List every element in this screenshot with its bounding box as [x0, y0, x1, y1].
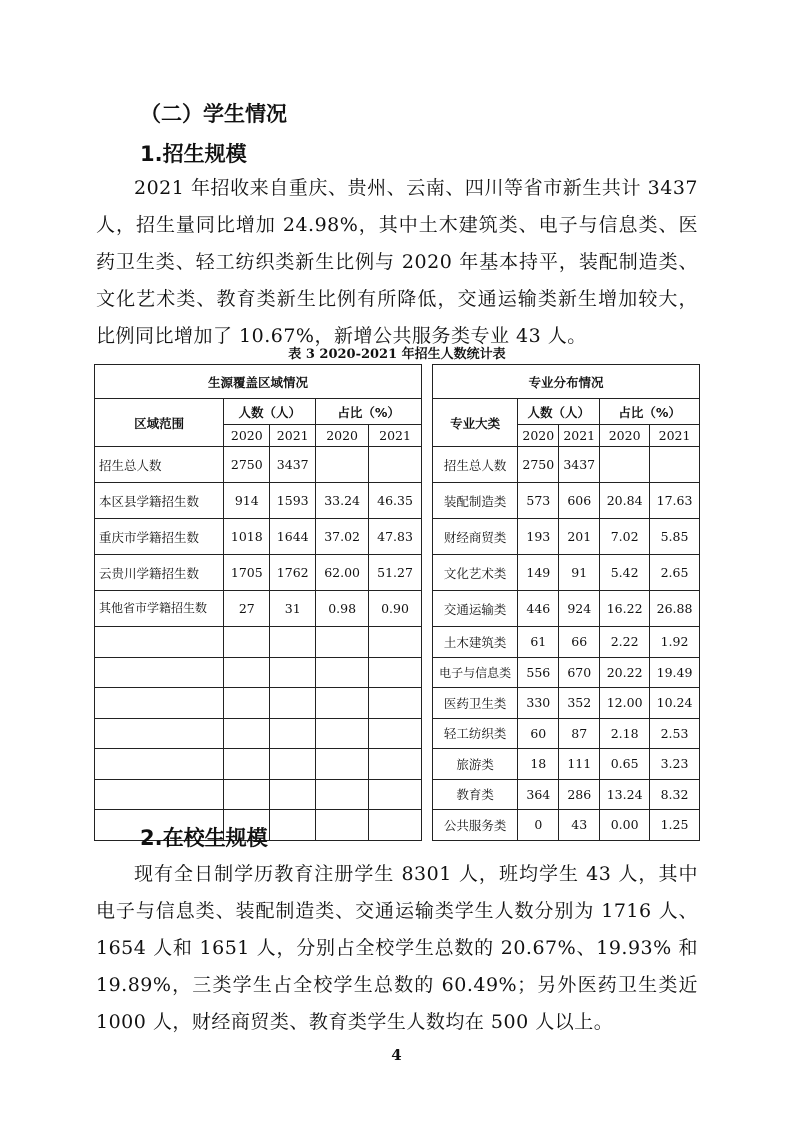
empty-row: [95, 718, 422, 749]
table-cell: 43: [559, 810, 600, 841]
table-cell: 公共服务类: [433, 810, 518, 841]
table-cell: 33.24: [316, 483, 369, 519]
table-cell: 2750: [518, 447, 559, 483]
major-table-title: 专业分布情况: [433, 365, 700, 399]
table-row: [433, 749, 700, 780]
col-header-major: 专业大类: [433, 399, 518, 447]
table-cell: 62.00: [316, 555, 369, 591]
table-cell: 1.25: [650, 810, 700, 841]
enrollment-paragraph: 2021 年招收来自重庆、贵州、云南、四川等省市新生共计 3437 人，招生量同比增加 24.98%，其中土木建筑类、电子与信息类、医药卫生类、轻工纺织类新生比例与 2020 年基本持平，装配制造类、文化艺术类、教育类新生比例有所降低，交通运输类新生增加较大，比例同比增加了 10.67%，新增公共服务类专业 43 人。: [96, 177, 698, 347]
table-cell: 0.90: [369, 591, 422, 627]
table-cell: 2.53: [650, 718, 700, 749]
table-cell: 本区县学籍招生数: [95, 483, 224, 519]
table-cell: 1593: [270, 483, 316, 519]
table-cell: 37.02: [316, 519, 369, 555]
table-row: [433, 519, 700, 555]
table-cell: 轻工纺织类: [433, 718, 518, 749]
table-cell: 3437: [559, 447, 600, 483]
table-cell: 土木建筑类: [433, 627, 518, 658]
col-header-region: 区域范围: [95, 399, 224, 447]
table-cell: 27: [224, 591, 270, 627]
table-cell: 8.32: [650, 779, 700, 810]
table-row: [433, 688, 700, 719]
table-cell: 2.22: [600, 627, 650, 658]
table-cell: 26.88: [650, 591, 700, 627]
table-row: [433, 810, 700, 841]
year-header: 2020: [518, 425, 559, 447]
table-cell: 352: [559, 688, 600, 719]
table-cell: 文化艺术类: [433, 555, 518, 591]
students-paragraph: 现有全日制学历教育注册学生 8301 人，班均学生 43 人，其中电子与信息类、装配制造类、交通运输类学生人数分别为 1716 人、1654 人和 1651 人，分别占全校学生总数的 20.67%、19.93% 和 19.89%，三类学生占全校学生总数的 60.49%；另外医药卫生类近 1000 人，财经商贸类、教育类学生人数均在 500 人以上。: [96, 863, 698, 1033]
table-cell: 20.22: [600, 657, 650, 688]
table-cell: 10.24: [650, 688, 700, 719]
year-header: 2020: [224, 425, 270, 447]
table-cell: 87: [559, 718, 600, 749]
table-cell: 91: [559, 555, 600, 591]
year-header: 2021: [270, 425, 316, 447]
table-row: [433, 555, 700, 591]
table-cell: 0: [518, 810, 559, 841]
table-cell: 1018: [224, 519, 270, 555]
page-number: 4: [391, 1046, 402, 1064]
table-cell: 914: [224, 483, 270, 519]
table-cell: 1.92: [650, 627, 700, 658]
table-cell: 556: [518, 657, 559, 688]
table-cell: 193: [518, 519, 559, 555]
year-header: 2020: [316, 425, 369, 447]
table-row: [95, 555, 422, 591]
table-cell: 13.24: [600, 779, 650, 810]
empty-row: [95, 779, 422, 810]
col-header-count: 人数（人）: [224, 399, 316, 425]
table-cell: [316, 447, 369, 483]
col-header-pct: 占比（%）: [600, 399, 700, 425]
table-cell: [600, 447, 650, 483]
table-cell: 111: [559, 749, 600, 780]
table-cell: 其他省市学籍招生数: [95, 591, 224, 627]
table-cell: 16.22: [600, 591, 650, 627]
table-cell: 46.35: [369, 483, 422, 519]
table-cell: 3437: [270, 447, 316, 483]
table-row: [433, 627, 700, 658]
empty-row: [95, 627, 422, 658]
empty-row: [95, 657, 422, 688]
table-cell: 364: [518, 779, 559, 810]
table-row: [433, 483, 700, 519]
table-cell: 20.84: [600, 483, 650, 519]
table-row: [95, 447, 422, 483]
table-cell: 1644: [270, 519, 316, 555]
table-cell: 51.27: [369, 555, 422, 591]
year-header: 2020: [600, 425, 650, 447]
table-cell: 286: [559, 779, 600, 810]
table-cell: 电子与信息类: [433, 657, 518, 688]
table-cell: 12.00: [600, 688, 650, 719]
table-cell: 1762: [270, 555, 316, 591]
table-cell: 2.65: [650, 555, 700, 591]
table-cell: 924: [559, 591, 600, 627]
table-cell: 装配制造类: [433, 483, 518, 519]
table-cell: 47.83: [369, 519, 422, 555]
table-cell: 教育类: [433, 779, 518, 810]
table-cell: 66: [559, 627, 600, 658]
table-cell: 573: [518, 483, 559, 519]
table-row: [433, 779, 700, 810]
table-cell: 201: [559, 519, 600, 555]
empty-row: [95, 688, 422, 719]
table-cell: 5.85: [650, 519, 700, 555]
table-row: [433, 718, 700, 749]
table-cell: 财经商贸类: [433, 519, 518, 555]
table-cell: 5.42: [600, 555, 650, 591]
table-cell: 19.49: [650, 657, 700, 688]
table-cell: 旅游类: [433, 749, 518, 780]
table-row: [433, 447, 700, 483]
table-row: [95, 483, 422, 519]
table-row: [433, 591, 700, 627]
table-cell: 1705: [224, 555, 270, 591]
table-cell: 医药卫生类: [433, 688, 518, 719]
table-row: [95, 519, 422, 555]
region-table: [94, 364, 422, 841]
table-cell: 3.23: [650, 749, 700, 780]
table-cell: 61: [518, 627, 559, 658]
table-cell: 606: [559, 483, 600, 519]
table-cell: 17.63: [650, 483, 700, 519]
table-cell: 招生总人数: [95, 447, 224, 483]
section-heading: （二）学生情况: [140, 102, 287, 126]
table-cell: 0.00: [600, 810, 650, 841]
table-cell: 2.18: [600, 718, 650, 749]
year-header: 2021: [369, 425, 422, 447]
col-header-pct: 占比（%）: [316, 399, 422, 425]
table-cell: 670: [559, 657, 600, 688]
major-table: [432, 364, 700, 841]
table-cell: 7.02: [600, 519, 650, 555]
subsection-heading-students: 2.在校生规模: [140, 826, 268, 850]
table-row: [433, 657, 700, 688]
table-cell: 18: [518, 749, 559, 780]
empty-row: [95, 749, 422, 780]
table-caption: 表 3 2020-2021 年招生人数统计表: [288, 347, 506, 362]
table-cell: 0.65: [600, 749, 650, 780]
table-cell: 交通运输类: [433, 591, 518, 627]
region-table-title: 生源覆盖区域情况: [95, 365, 422, 399]
table-cell: 云贵川学籍招生数: [95, 555, 224, 591]
table-cell: 446: [518, 591, 559, 627]
table-cell: [650, 447, 700, 483]
table-cell: 31: [270, 591, 316, 627]
col-header-count: 人数（人）: [518, 399, 600, 425]
year-header: 2021: [650, 425, 700, 447]
table-cell: 重庆市学籍招生数: [95, 519, 224, 555]
table-cell: 0.98: [316, 591, 369, 627]
table-cell: [369, 447, 422, 483]
table-cell: 330: [518, 688, 559, 719]
subsection-heading-enrollment: 1.招生规模: [140, 142, 247, 166]
table-cell: 60: [518, 718, 559, 749]
table-row: [95, 591, 422, 627]
table-cell: 2750: [224, 447, 270, 483]
table-cell: 149: [518, 555, 559, 591]
year-header: 2021: [559, 425, 600, 447]
table-cell: 招生总人数: [433, 447, 518, 483]
